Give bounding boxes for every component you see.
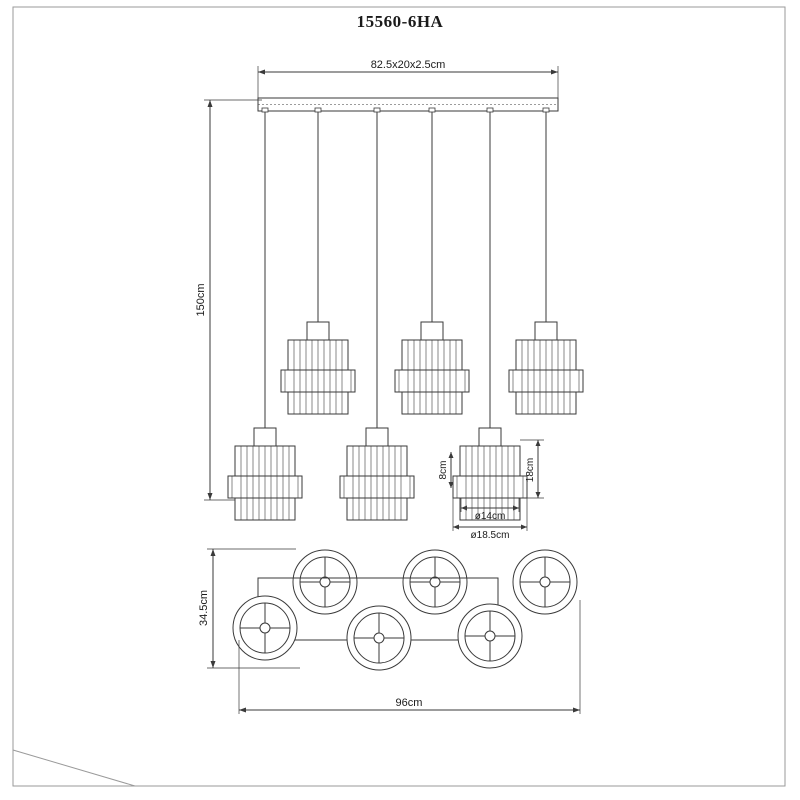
dimension-shade-inner-height: [449, 452, 454, 488]
sheet-border: [13, 7, 785, 786]
canopy-bar: [258, 98, 558, 111]
lamp-back-2: [395, 322, 469, 414]
label-drop-height: 150cm: [195, 283, 207, 317]
label-shade-inner-diameter: ø14cm: [474, 511, 506, 522]
label-shade-height: 18cm: [525, 457, 536, 483]
label-shade-outer-diameter: ø18.5cm: [470, 530, 510, 541]
label-shade-inner-height: 8cm: [438, 460, 449, 480]
plan-lamp-front-2: [347, 606, 411, 670]
sheet-corner-cut: [13, 750, 135, 786]
lamp-front-1: [228, 428, 302, 520]
page-title: 15560-6HA: [356, 12, 444, 31]
lamp-front-3: [453, 428, 527, 520]
dimension-drop-height: [204, 100, 262, 500]
lamp-back-1: [281, 322, 355, 414]
plan-lamp-front-1: [233, 596, 297, 660]
label-canopy-width: 82.5x20x2.5cm: [370, 59, 446, 71]
lamp-front-2: [340, 428, 414, 520]
label-plan-width: 96cm: [395, 697, 423, 709]
lamp-back-3: [509, 322, 583, 414]
plan-lamp-back-2: [403, 550, 467, 614]
plan-lamp-front-3: [458, 604, 522, 668]
plan-lamp-back-1: [293, 550, 357, 614]
dimension-canopy-width: [258, 66, 558, 100]
plan-lamp-back-3: [513, 550, 577, 614]
label-plan-depth: 34.5cm: [198, 589, 210, 627]
